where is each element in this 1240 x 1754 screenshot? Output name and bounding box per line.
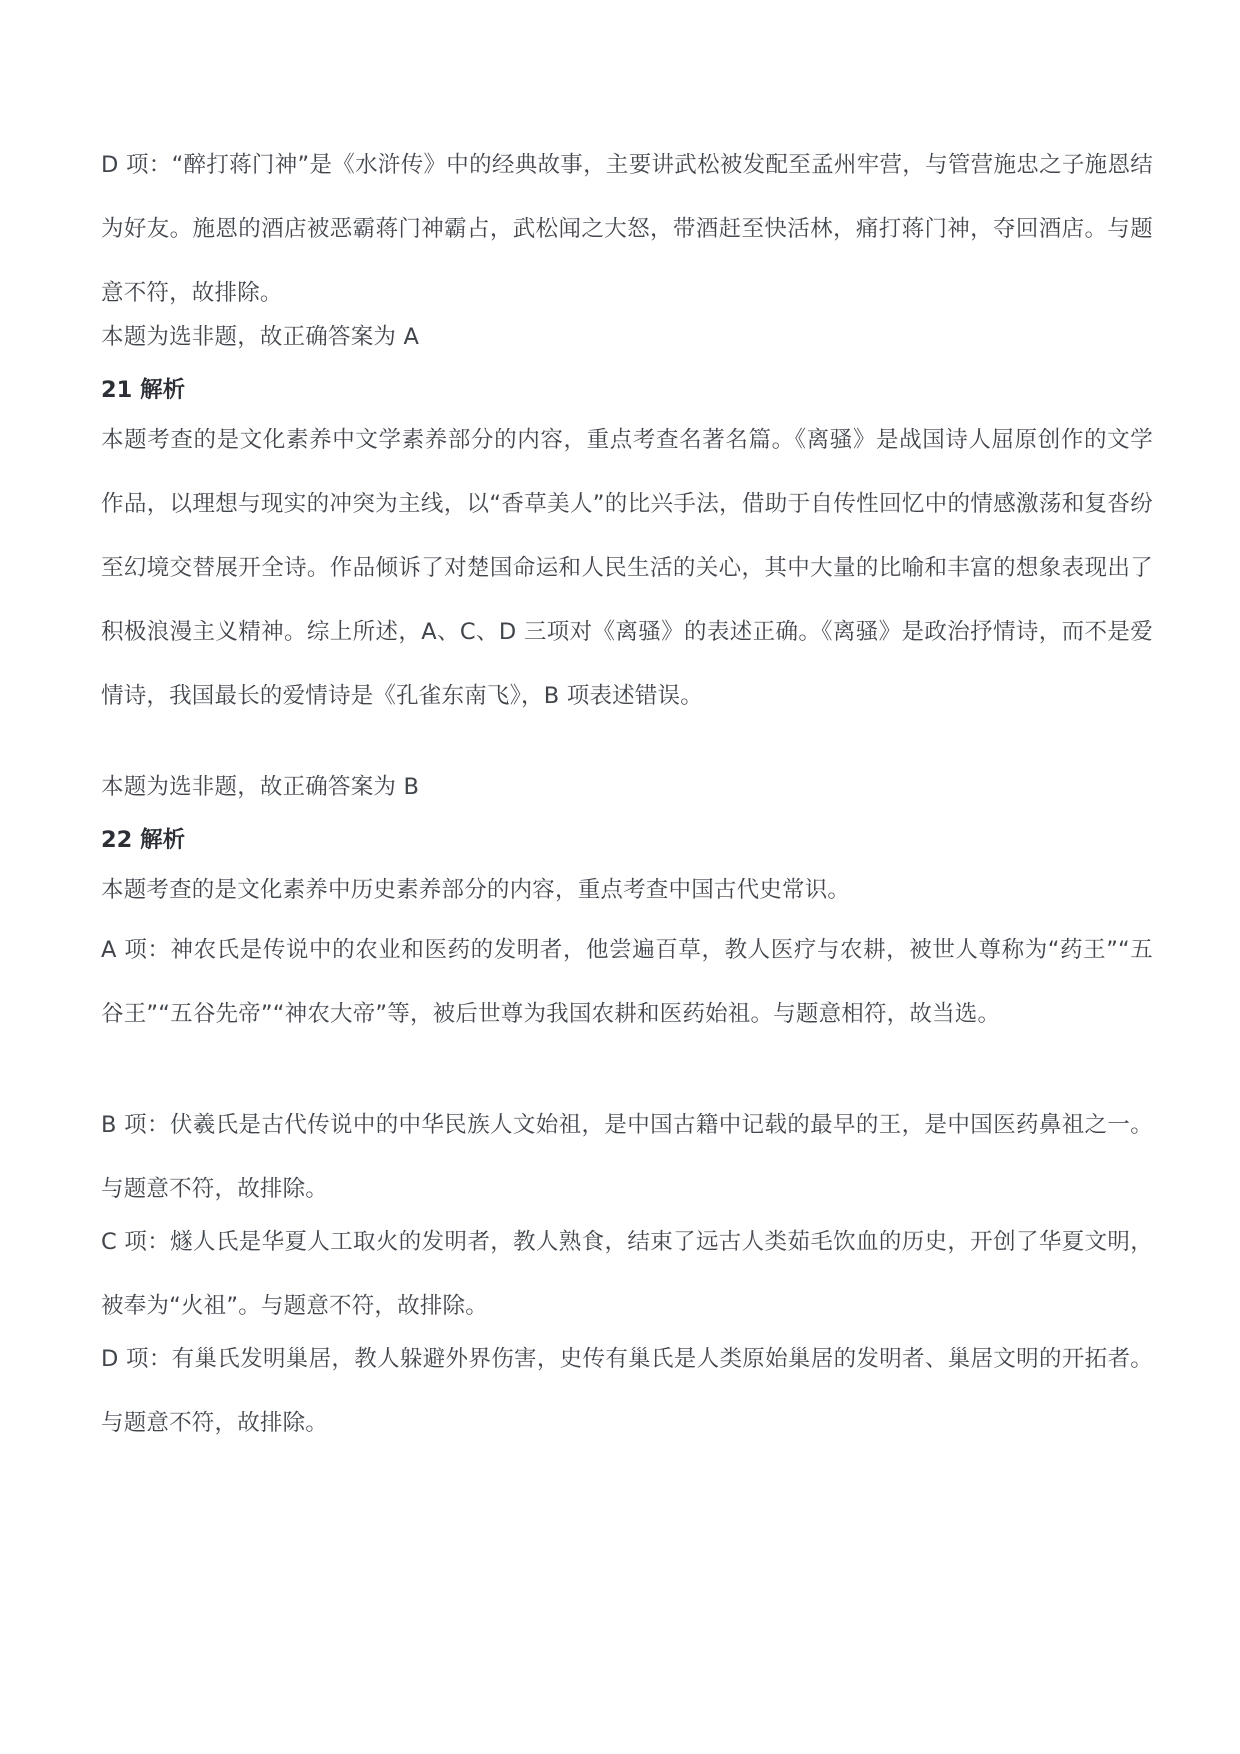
q22-option-a: A 项：神农氏是传说中的农业和医药的发明者，他尝遍百草，教人医疗与农耕，被世人尊称为“药王”“五谷王”“五谷先帝”“神农大帝”等，被后世尊为我国农耕和医药始祖。与题意相符，故当选。 [101, 937, 1153, 1027]
q22-intro: 本题考查的是文化素养中历史素养部分的内容，重点考查中国古代史常识。 [101, 877, 851, 903]
q22-option-b: B 项：伏羲氏是古代传说中的中华民族人文始祖，是中国古籍中记载的最早的王，是中国医药鼻祖之一。与题意不符，故排除。 [101, 1112, 1153, 1202]
q21-heading: 21 解析 [101, 377, 186, 403]
q20-answer: 本题为选非题，故正确答案为 A [101, 324, 420, 350]
q20-option-d: D 项：“醉打蒋门神”是《水浒传》中的经典故事，主要讲武松被发配至孟州牢营，与管营施忠之子施恩结为好友。施恩的酒店被恶霸蒋门神霸占，武松闻之大怒，带酒赶至快活林，痛打蒋门神，夺回酒店。与题意不符，故排除。 [101, 152, 1153, 306]
q21-answer: 本题为选非题，故正确答案为 B [101, 774, 420, 800]
q22-option-c: C 项：燧人氏是华夏人工取火的发明者，教人熟食，结束了远古人类茹毛饮血的历史，开创了华夏文明，被奉为“火祖”。与题意不符，故排除。 [101, 1229, 1153, 1319]
q21-explanation: 本题考查的是文化素养中文学素养部分的内容，重点考查名著名篇。《离骚》是战国诗人屈原创作的文学作品，以理想与现实的冲突为主线，以“香草美人”的比兴手法，借助于自传性回忆中的情感激荡和复沓纷至幻境交替展开全诗。作品倾诉了对楚国命运和人民生活的关心，其中大量的比喻和丰富的想象表现出了积极浪漫主义精神。综上所述，A、C、D 三项对《离骚》的表述正确。《离骚》是政治抒情诗，而不是爱情诗，我国最长的爱情诗是《孔雀东南飞》，B 项表述错误。 [101, 427, 1153, 709]
q22-option-d: D 项：有巢氏发明巢居，教人躲避外界伤害，史传有巢氏是人类原始巢居的发明者、巢居文明的开拓者。与题意不符，故排除。 [101, 1346, 1153, 1436]
q22-heading: 22 解析 [101, 827, 186, 853]
